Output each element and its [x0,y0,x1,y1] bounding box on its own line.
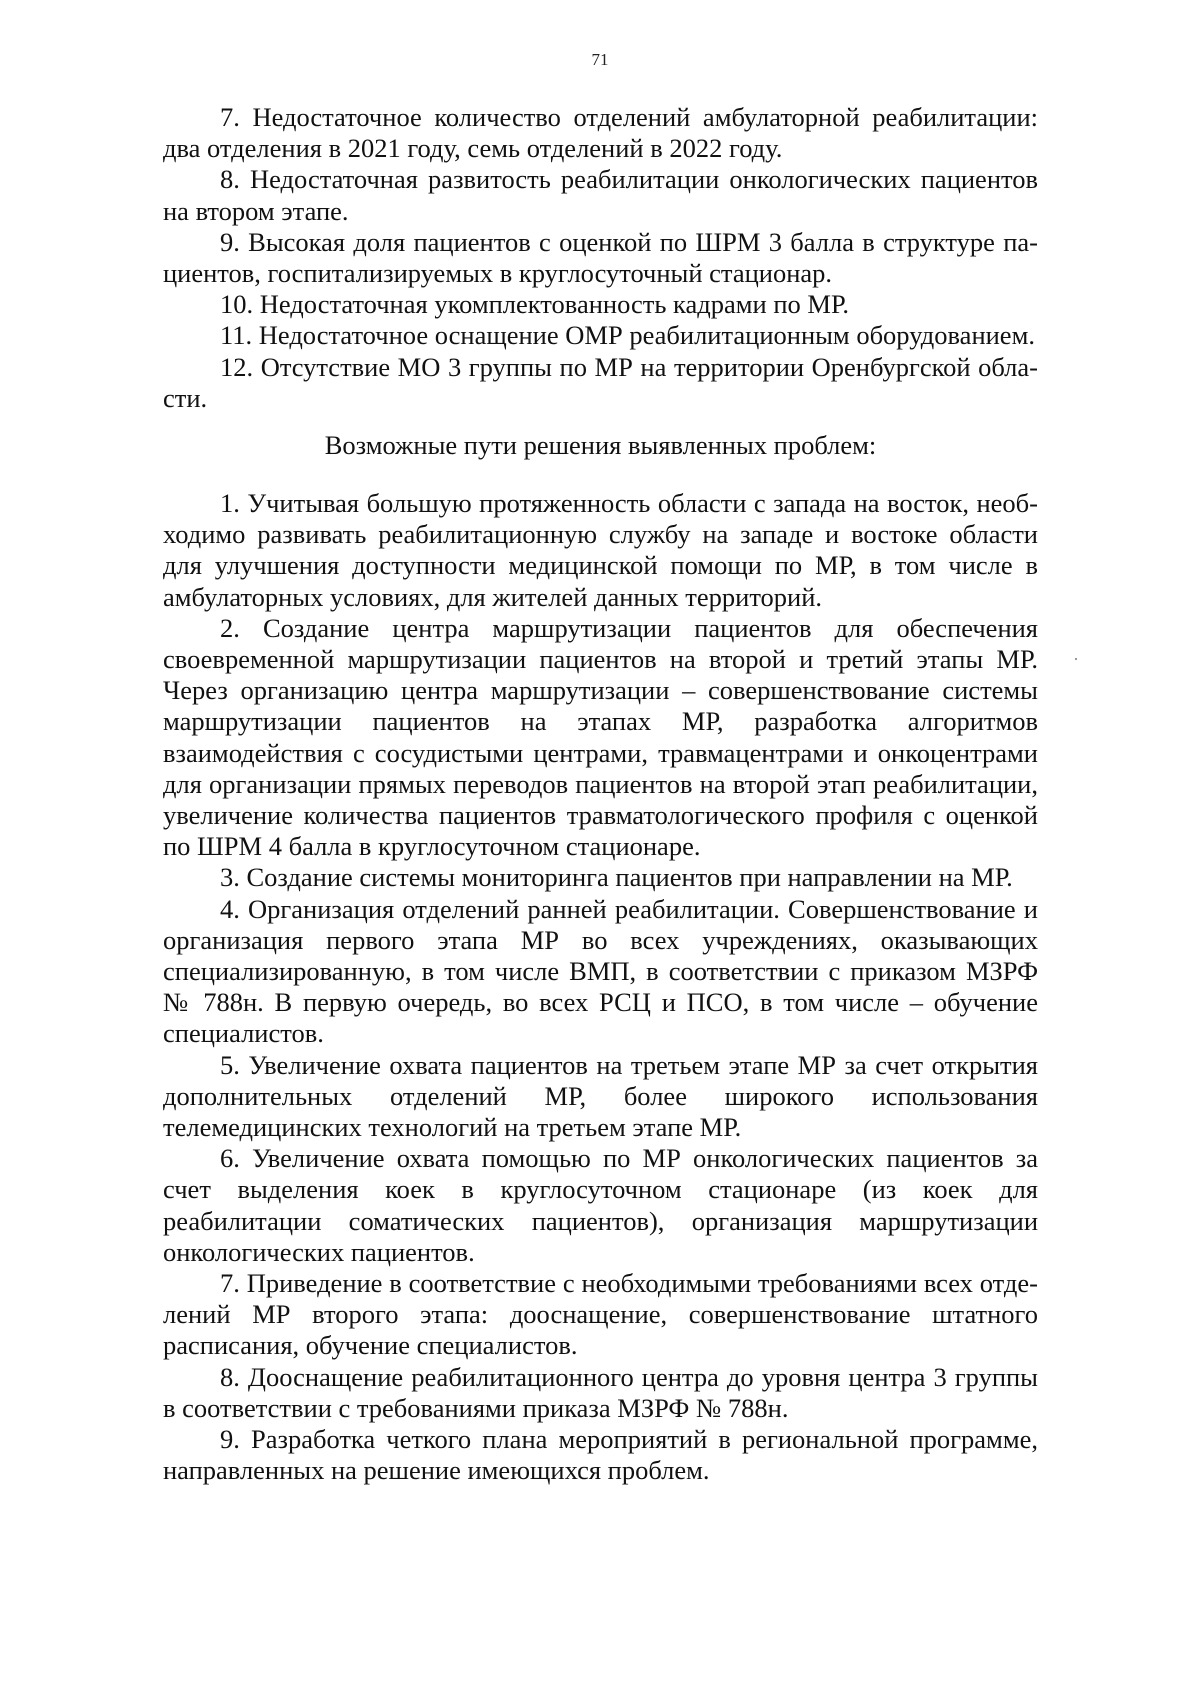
solution-item: 7. Приведение в соответствие с необходимыми требованиями всех отделений МР второго этапа: дооснащение, совершенствование штатного расписания, обучение специалистов. [163,1268,1038,1361]
solution-item: 1. Учитывая большую протяженность области с запада на восток, необходимо развивать реабилитационную службу на западе и востоке области для улучшения доступности медицинской помощи по МР, в том числе в амбулаторных условиях, для жителей данных территорий. [163,488,1038,612]
solution-item: 6. Увеличение охвата помощью по МР онкологических пациентов за счет выделения коек в круглосуточном стационаре (из коек для реабилитации соматических пациентов), организация маршрутизации онкологических пациентов. [163,1143,1038,1267]
problem-item: 11. Недостаточное оснащение ОМР реабилитационным оборудованием. [220,320,1035,351]
solutions-heading: Возможные пути решения выявленных проблем: [324,430,877,460]
solutions-list [163,488,1038,1487]
problems-list [163,102,1038,414]
problem-item: 8. Недостаточная развитость реабилитации онкологических пациентов на втором этапе. [163,164,1038,226]
page-number: 71 [591,50,609,69]
problem-item: 12. Отсутствие МО 3 группы по МР на территории Оренбургской области. [163,351,1038,413]
solution-item: 9. Разработка четкого плана мероприятий в региональной программе, направленных на решение имеющихся проблем. [163,1424,1038,1486]
solution-item: 3. Создание системы мониторинга пациентов при направлении на МР. [220,862,1013,893]
solution-item: 4. Организация отделений ранней реабилитации. Совершенствование и организация первого этапа МР во всех учреждениях, оказывающих специализированную, в том числе ВМП, в соответствии с приказом МЗРФ № 788н. В первую очередь, во всех РСЦ и ПСО, в том числе – обучение специалистов. [163,893,1038,1049]
solution-item: 8. Дооснащение реабилитационного центра до уровня центра 3 группы в соответствии с требованиями приказа МЗРФ № 788н. [163,1361,1038,1423]
problem-item: 7. Недостаточное количество отделений амбулаторной реабилитации: два отделения в 2021 году, семь отделений в 2022 году. [163,102,1038,164]
scan-speck [1075,658,1077,660]
solution-item: 5. Увеличение охвата пациентов на третьем этапе МР за счет открытия дополнительных отделений МР, более широкого использования телемедицинских технологий на третьем этапе МР. [163,1049,1038,1143]
problem-item: 10. Недостаточная укомплектованность кадрами по МР. [220,289,850,320]
problem-item: 9. Высокая доля пациентов с оценкой по ШРМ 3 балла в структуре пациентов, госпитализируемых в круглосуточный стационар. [163,226,1038,289]
solution-item: 2. Создание центра маршрутизации пациентов для обеспечения своевременной маршрутизации пациентов на второй и третий этапы МР. Через организацию центра маршрутизации – совершенствование системы маршрутизации пациентов на этапах МР, разработка алгоритмов взаимодействия с сосудистыми центрами, травмацентрами и онкоцентрами для организации прямых переводов пациентов на второй этап реабилитации, увеличение количества пациентов травматологического профиля с оценкой по ШРМ 4 балла в круглосуточном стационаре. [163,612,1038,862]
